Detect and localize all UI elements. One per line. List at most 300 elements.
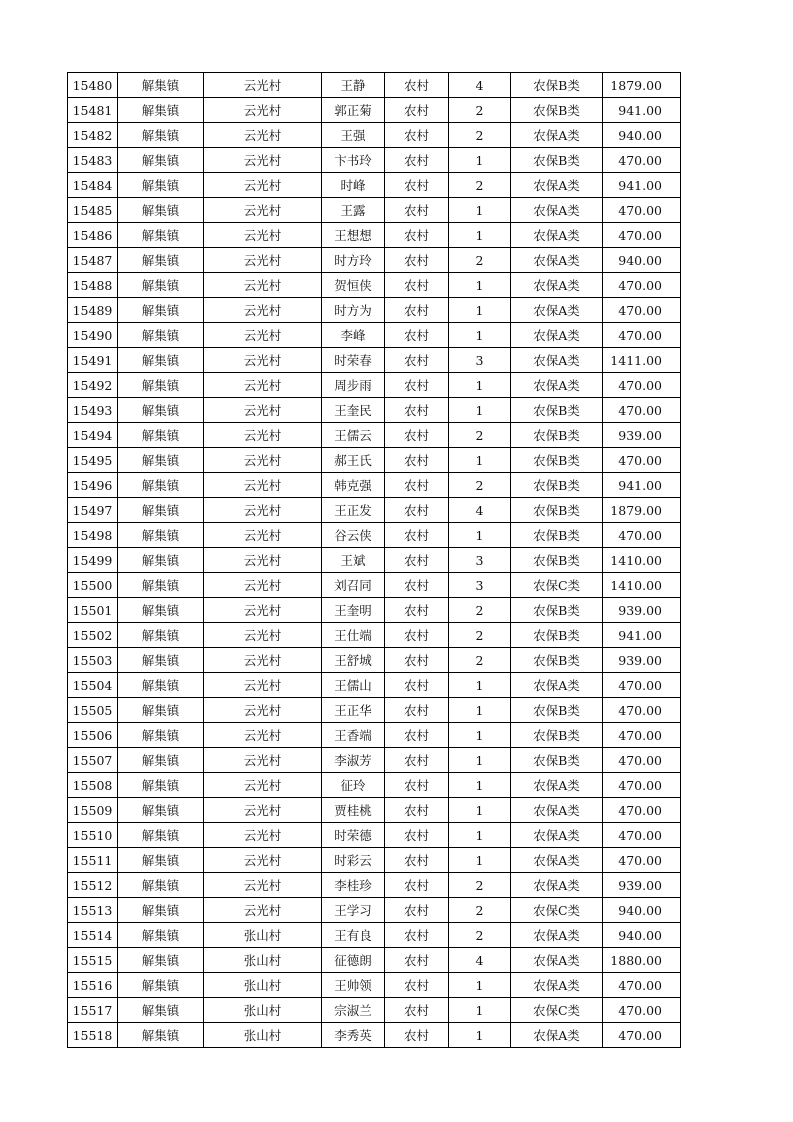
township-cell: 解集镇 (118, 898, 204, 923)
name-cell: 周步雨 (322, 373, 385, 398)
household-type-cell: 农村 (385, 423, 449, 448)
township-cell: 解集镇 (118, 323, 204, 348)
insurance-category-cell: 农保B类 (511, 448, 603, 473)
household-type-cell: 农村 (385, 223, 449, 248)
insurance-category-cell: 农保B类 (511, 73, 603, 98)
table-row (68, 898, 681, 923)
village-cell: 张山村 (204, 923, 322, 948)
household-type-cell: 农村 (385, 698, 449, 723)
record-id-cell: 15516 (68, 973, 118, 998)
name-cell: 王露 (322, 198, 385, 223)
member-count-cell: 2 (449, 173, 511, 198)
table-row (68, 548, 681, 573)
record-id-cell: 15506 (68, 723, 118, 748)
township-cell: 解集镇 (118, 473, 204, 498)
household-type-cell: 农村 (385, 273, 449, 298)
insurance-category-cell: 农保B类 (511, 623, 603, 648)
amount-cell: 470.00 (603, 273, 681, 298)
village-cell: 云光村 (204, 223, 322, 248)
household-type-cell: 农村 (385, 823, 449, 848)
amount-cell: 1880.00 (603, 948, 681, 973)
table-row (68, 273, 681, 298)
household-type-cell: 农村 (385, 873, 449, 898)
record-id-cell: 15517 (68, 998, 118, 1023)
amount-cell: 940.00 (603, 898, 681, 923)
insurance-category-cell: 农保A类 (511, 173, 603, 198)
amount-cell: 470.00 (603, 373, 681, 398)
household-type-cell: 农村 (385, 548, 449, 573)
household-type-cell: 农村 (385, 498, 449, 523)
insurance-category-cell: 农保A类 (511, 323, 603, 348)
household-type-cell: 农村 (385, 148, 449, 173)
table-row (68, 223, 681, 248)
insurance-category-cell: 农保A类 (511, 348, 603, 373)
roster-table (67, 72, 681, 1048)
insurance-category-cell: 农保A类 (511, 973, 603, 998)
member-count-cell: 1 (449, 398, 511, 423)
household-type-cell: 农村 (385, 73, 449, 98)
township-cell: 解集镇 (118, 973, 204, 998)
table-row (68, 623, 681, 648)
township-cell: 解集镇 (118, 698, 204, 723)
insurance-category-cell: 农保B类 (511, 423, 603, 448)
name-cell: 王正发 (322, 498, 385, 523)
insurance-category-cell: 农保A类 (511, 773, 603, 798)
record-id-cell: 15501 (68, 598, 118, 623)
record-id-cell: 15498 (68, 523, 118, 548)
township-cell: 解集镇 (118, 373, 204, 398)
township-cell: 解集镇 (118, 923, 204, 948)
household-type-cell: 农村 (385, 398, 449, 423)
insurance-category-cell: 农保B类 (511, 748, 603, 773)
insurance-category-cell: 农保B类 (511, 148, 603, 173)
record-id-cell: 15491 (68, 348, 118, 373)
member-count-cell: 1 (449, 1023, 511, 1048)
township-cell: 解集镇 (118, 823, 204, 848)
member-count-cell: 2 (449, 648, 511, 673)
insurance-category-cell: 农保B类 (511, 498, 603, 523)
table-row (68, 873, 681, 898)
insurance-category-cell: 农保A类 (511, 273, 603, 298)
insurance-category-cell: 农保A类 (511, 373, 603, 398)
insurance-category-cell: 农保A类 (511, 123, 603, 148)
table-row (68, 573, 681, 598)
insurance-category-cell: 农保A类 (511, 223, 603, 248)
amount-cell: 941.00 (603, 98, 681, 123)
name-cell: 时方玲 (322, 248, 385, 273)
record-id-cell: 15514 (68, 923, 118, 948)
name-cell: 王学习 (322, 898, 385, 923)
name-cell: 王仕端 (322, 623, 385, 648)
amount-cell: 470.00 (603, 223, 681, 248)
township-cell: 解集镇 (118, 173, 204, 198)
table-row (68, 798, 681, 823)
village-cell: 云光村 (204, 73, 322, 98)
member-count-cell: 1 (449, 673, 511, 698)
amount-cell: 470.00 (603, 398, 681, 423)
name-cell: 时峰 (322, 173, 385, 198)
amount-cell: 470.00 (603, 448, 681, 473)
household-type-cell: 农村 (385, 748, 449, 773)
amount-cell: 470.00 (603, 698, 681, 723)
village-cell: 云光村 (204, 248, 322, 273)
amount-cell: 470.00 (603, 823, 681, 848)
village-cell: 张山村 (204, 1023, 322, 1048)
household-type-cell: 农村 (385, 573, 449, 598)
amount-cell: 470.00 (603, 673, 681, 698)
record-id-cell: 15484 (68, 173, 118, 198)
amount-cell: 1879.00 (603, 498, 681, 523)
insurance-category-cell: 农保A类 (511, 673, 603, 698)
table-row (68, 423, 681, 448)
table-row (68, 398, 681, 423)
village-cell: 云光村 (204, 123, 322, 148)
household-type-cell: 农村 (385, 773, 449, 798)
village-cell: 云光村 (204, 723, 322, 748)
name-cell: 郭正菊 (322, 98, 385, 123)
amount-cell: 470.00 (603, 298, 681, 323)
amount-cell: 470.00 (603, 198, 681, 223)
name-cell: 王帅领 (322, 973, 385, 998)
amount-cell: 470.00 (603, 848, 681, 873)
member-count-cell: 3 (449, 573, 511, 598)
insurance-category-cell: 农保B类 (511, 698, 603, 723)
record-id-cell: 15508 (68, 773, 118, 798)
amount-cell: 940.00 (603, 923, 681, 948)
name-cell: 时荣德 (322, 823, 385, 848)
village-cell: 云光村 (204, 673, 322, 698)
table-row (68, 723, 681, 748)
record-id-cell: 15486 (68, 223, 118, 248)
name-cell: 征德朗 (322, 948, 385, 973)
household-type-cell: 农村 (385, 348, 449, 373)
village-cell: 云光村 (204, 323, 322, 348)
amount-cell: 939.00 (603, 423, 681, 448)
insurance-category-cell: 农保C类 (511, 898, 603, 923)
record-id-cell: 15482 (68, 123, 118, 148)
household-type-cell: 农村 (385, 898, 449, 923)
household-type-cell: 农村 (385, 723, 449, 748)
township-cell: 解集镇 (118, 748, 204, 773)
amount-cell: 941.00 (603, 473, 681, 498)
amount-cell: 470.00 (603, 998, 681, 1023)
amount-cell: 470.00 (603, 723, 681, 748)
township-cell: 解集镇 (118, 873, 204, 898)
amount-cell: 941.00 (603, 623, 681, 648)
record-id-cell: 15513 (68, 898, 118, 923)
township-cell: 解集镇 (118, 723, 204, 748)
table-row (68, 198, 681, 223)
household-type-cell: 农村 (385, 523, 449, 548)
record-id-cell: 15481 (68, 98, 118, 123)
member-count-cell: 3 (449, 548, 511, 573)
amount-cell: 470.00 (603, 1023, 681, 1048)
table-row (68, 748, 681, 773)
insurance-category-cell: 农保A类 (511, 1023, 603, 1048)
name-cell: 贾桂桃 (322, 798, 385, 823)
table-row (68, 248, 681, 273)
township-cell: 解集镇 (118, 448, 204, 473)
township-cell: 解集镇 (118, 848, 204, 873)
village-cell: 云光村 (204, 473, 322, 498)
insurance-category-cell: 农保B类 (511, 598, 603, 623)
household-type-cell: 农村 (385, 248, 449, 273)
household-type-cell: 农村 (385, 798, 449, 823)
village-cell: 云光村 (204, 798, 322, 823)
record-id-cell: 15504 (68, 673, 118, 698)
name-cell: 王斌 (322, 548, 385, 573)
name-cell: 郝王氏 (322, 448, 385, 473)
member-count-cell: 2 (449, 248, 511, 273)
household-type-cell: 农村 (385, 323, 449, 348)
village-cell: 云光村 (204, 498, 322, 523)
township-cell: 解集镇 (118, 398, 204, 423)
record-id-cell: 15488 (68, 273, 118, 298)
household-type-cell: 农村 (385, 923, 449, 948)
record-id-cell: 15503 (68, 648, 118, 673)
village-cell: 云光村 (204, 148, 322, 173)
township-cell: 解集镇 (118, 198, 204, 223)
member-count-cell: 1 (449, 848, 511, 873)
name-cell: 卞书玲 (322, 148, 385, 173)
member-count-cell: 2 (449, 98, 511, 123)
member-count-cell: 1 (449, 448, 511, 473)
table-row (68, 648, 681, 673)
table-row (68, 973, 681, 998)
insurance-category-cell: 农保B类 (511, 473, 603, 498)
name-cell: 王有良 (322, 923, 385, 948)
record-id-cell: 15515 (68, 948, 118, 973)
amount-cell: 941.00 (603, 173, 681, 198)
amount-cell: 470.00 (603, 748, 681, 773)
household-type-cell: 农村 (385, 373, 449, 398)
record-id-cell: 15494 (68, 423, 118, 448)
insurance-category-cell: 农保B类 (511, 398, 603, 423)
name-cell: 王奎民 (322, 398, 385, 423)
record-id-cell: 15492 (68, 373, 118, 398)
village-cell: 云光村 (204, 873, 322, 898)
table-row (68, 473, 681, 498)
member-count-cell: 1 (449, 223, 511, 248)
table-row (68, 123, 681, 148)
township-cell: 解集镇 (118, 1023, 204, 1048)
name-cell: 王强 (322, 123, 385, 148)
record-id-cell: 15497 (68, 498, 118, 523)
table-row (68, 148, 681, 173)
township-cell: 解集镇 (118, 548, 204, 573)
amount-cell: 470.00 (603, 323, 681, 348)
member-count-cell: 2 (449, 423, 511, 448)
village-cell: 云光村 (204, 648, 322, 673)
village-cell: 云光村 (204, 198, 322, 223)
township-cell: 解集镇 (118, 348, 204, 373)
village-cell: 云光村 (204, 573, 322, 598)
name-cell: 谷云侠 (322, 523, 385, 548)
village-cell: 云光村 (204, 273, 322, 298)
amount-cell: 939.00 (603, 598, 681, 623)
village-cell: 云光村 (204, 423, 322, 448)
insurance-category-cell: 农保A类 (511, 198, 603, 223)
village-cell: 云光村 (204, 848, 322, 873)
member-count-cell: 1 (449, 798, 511, 823)
household-type-cell: 农村 (385, 648, 449, 673)
village-cell: 云光村 (204, 298, 322, 323)
name-cell: 贺恒侠 (322, 273, 385, 298)
township-cell: 解集镇 (118, 998, 204, 1023)
amount-cell: 470.00 (603, 523, 681, 548)
name-cell: 王儒云 (322, 423, 385, 448)
village-cell: 云光村 (204, 523, 322, 548)
township-cell: 解集镇 (118, 273, 204, 298)
member-count-cell: 2 (449, 873, 511, 898)
insurance-category-cell: 农保A类 (511, 798, 603, 823)
village-cell: 张山村 (204, 973, 322, 998)
record-id-cell: 15489 (68, 298, 118, 323)
insurance-category-cell: 农保B类 (511, 98, 603, 123)
name-cell: 王静 (322, 73, 385, 98)
table-row (68, 673, 681, 698)
table-row (68, 523, 681, 548)
village-cell: 云光村 (204, 698, 322, 723)
member-count-cell: 1 (449, 523, 511, 548)
amount-cell: 940.00 (603, 248, 681, 273)
name-cell: 王香端 (322, 723, 385, 748)
household-type-cell: 农村 (385, 948, 449, 973)
township-cell: 解集镇 (118, 123, 204, 148)
village-cell: 云光村 (204, 823, 322, 848)
amount-cell: 470.00 (603, 973, 681, 998)
table-row (68, 848, 681, 873)
name-cell: 王奎明 (322, 598, 385, 623)
township-cell: 解集镇 (118, 623, 204, 648)
record-id-cell: 15499 (68, 548, 118, 573)
insurance-category-cell: 农保B类 (511, 648, 603, 673)
amount-cell: 470.00 (603, 773, 681, 798)
township-cell: 解集镇 (118, 73, 204, 98)
insurance-category-cell: 农保B类 (511, 548, 603, 573)
table-row (68, 348, 681, 373)
amount-cell: 1410.00 (603, 548, 681, 573)
name-cell: 李淑芳 (322, 748, 385, 773)
insurance-category-cell: 农保B类 (511, 723, 603, 748)
name-cell: 王想想 (322, 223, 385, 248)
amount-cell: 470.00 (603, 798, 681, 823)
household-type-cell: 农村 (385, 973, 449, 998)
amount-cell: 940.00 (603, 123, 681, 148)
table-row (68, 1023, 681, 1048)
member-count-cell: 2 (449, 623, 511, 648)
table-row (68, 823, 681, 848)
member-count-cell: 3 (449, 348, 511, 373)
township-cell: 解集镇 (118, 523, 204, 548)
insurance-category-cell: 农保C类 (511, 573, 603, 598)
table-row (68, 698, 681, 723)
member-count-cell: 4 (449, 498, 511, 523)
amount-cell: 939.00 (603, 648, 681, 673)
member-count-cell: 2 (449, 473, 511, 498)
record-id-cell: 15490 (68, 323, 118, 348)
table-row (68, 298, 681, 323)
table-row (68, 448, 681, 473)
member-count-cell: 1 (449, 323, 511, 348)
amount-cell: 470.00 (603, 148, 681, 173)
name-cell: 李桂珍 (322, 873, 385, 898)
record-id-cell: 15493 (68, 398, 118, 423)
record-id-cell: 15483 (68, 148, 118, 173)
table-row (68, 598, 681, 623)
amount-cell: 1410.00 (603, 573, 681, 598)
member-count-cell: 1 (449, 698, 511, 723)
roster-body (68, 73, 681, 1048)
member-count-cell: 1 (449, 748, 511, 773)
village-cell: 云光村 (204, 773, 322, 798)
record-id-cell: 15507 (68, 748, 118, 773)
village-cell: 张山村 (204, 948, 322, 973)
member-count-cell: 1 (449, 298, 511, 323)
table-row (68, 73, 681, 98)
name-cell: 李秀英 (322, 1023, 385, 1048)
amount-cell: 1879.00 (603, 73, 681, 98)
record-id-cell: 15480 (68, 73, 118, 98)
township-cell: 解集镇 (118, 948, 204, 973)
village-cell: 云光村 (204, 748, 322, 773)
household-type-cell: 农村 (385, 298, 449, 323)
village-cell: 云光村 (204, 598, 322, 623)
township-cell: 解集镇 (118, 298, 204, 323)
township-cell: 解集镇 (118, 248, 204, 273)
amount-cell: 1411.00 (603, 348, 681, 373)
township-cell: 解集镇 (118, 223, 204, 248)
member-count-cell: 2 (449, 923, 511, 948)
household-type-cell: 农村 (385, 473, 449, 498)
insurance-category-cell: 农保A类 (511, 923, 603, 948)
record-id-cell: 15502 (68, 623, 118, 648)
township-cell: 解集镇 (118, 573, 204, 598)
household-type-cell: 农村 (385, 448, 449, 473)
township-cell: 解集镇 (118, 773, 204, 798)
household-type-cell: 农村 (385, 173, 449, 198)
household-type-cell: 农村 (385, 198, 449, 223)
township-cell: 解集镇 (118, 98, 204, 123)
household-type-cell: 农村 (385, 598, 449, 623)
township-cell: 解集镇 (118, 423, 204, 448)
table-row (68, 373, 681, 398)
table-row (68, 923, 681, 948)
member-count-cell: 4 (449, 948, 511, 973)
village-cell: 张山村 (204, 998, 322, 1023)
household-type-cell: 农村 (385, 623, 449, 648)
township-cell: 解集镇 (118, 648, 204, 673)
township-cell: 解集镇 (118, 498, 204, 523)
insurance-category-cell: 农保B类 (511, 523, 603, 548)
name-cell: 征玲 (322, 773, 385, 798)
name-cell: 韩克强 (322, 473, 385, 498)
household-type-cell: 农村 (385, 123, 449, 148)
insurance-category-cell: 农保A类 (511, 848, 603, 873)
village-cell: 云光村 (204, 548, 322, 573)
name-cell: 宗淑兰 (322, 998, 385, 1023)
insurance-category-cell: 农保A类 (511, 298, 603, 323)
record-id-cell: 15511 (68, 848, 118, 873)
record-id-cell: 15509 (68, 798, 118, 823)
member-count-cell: 2 (449, 123, 511, 148)
member-count-cell: 4 (449, 73, 511, 98)
member-count-cell: 1 (449, 273, 511, 298)
member-count-cell: 2 (449, 598, 511, 623)
member-count-cell: 1 (449, 198, 511, 223)
member-count-cell: 1 (449, 998, 511, 1023)
village-cell: 云光村 (204, 448, 322, 473)
